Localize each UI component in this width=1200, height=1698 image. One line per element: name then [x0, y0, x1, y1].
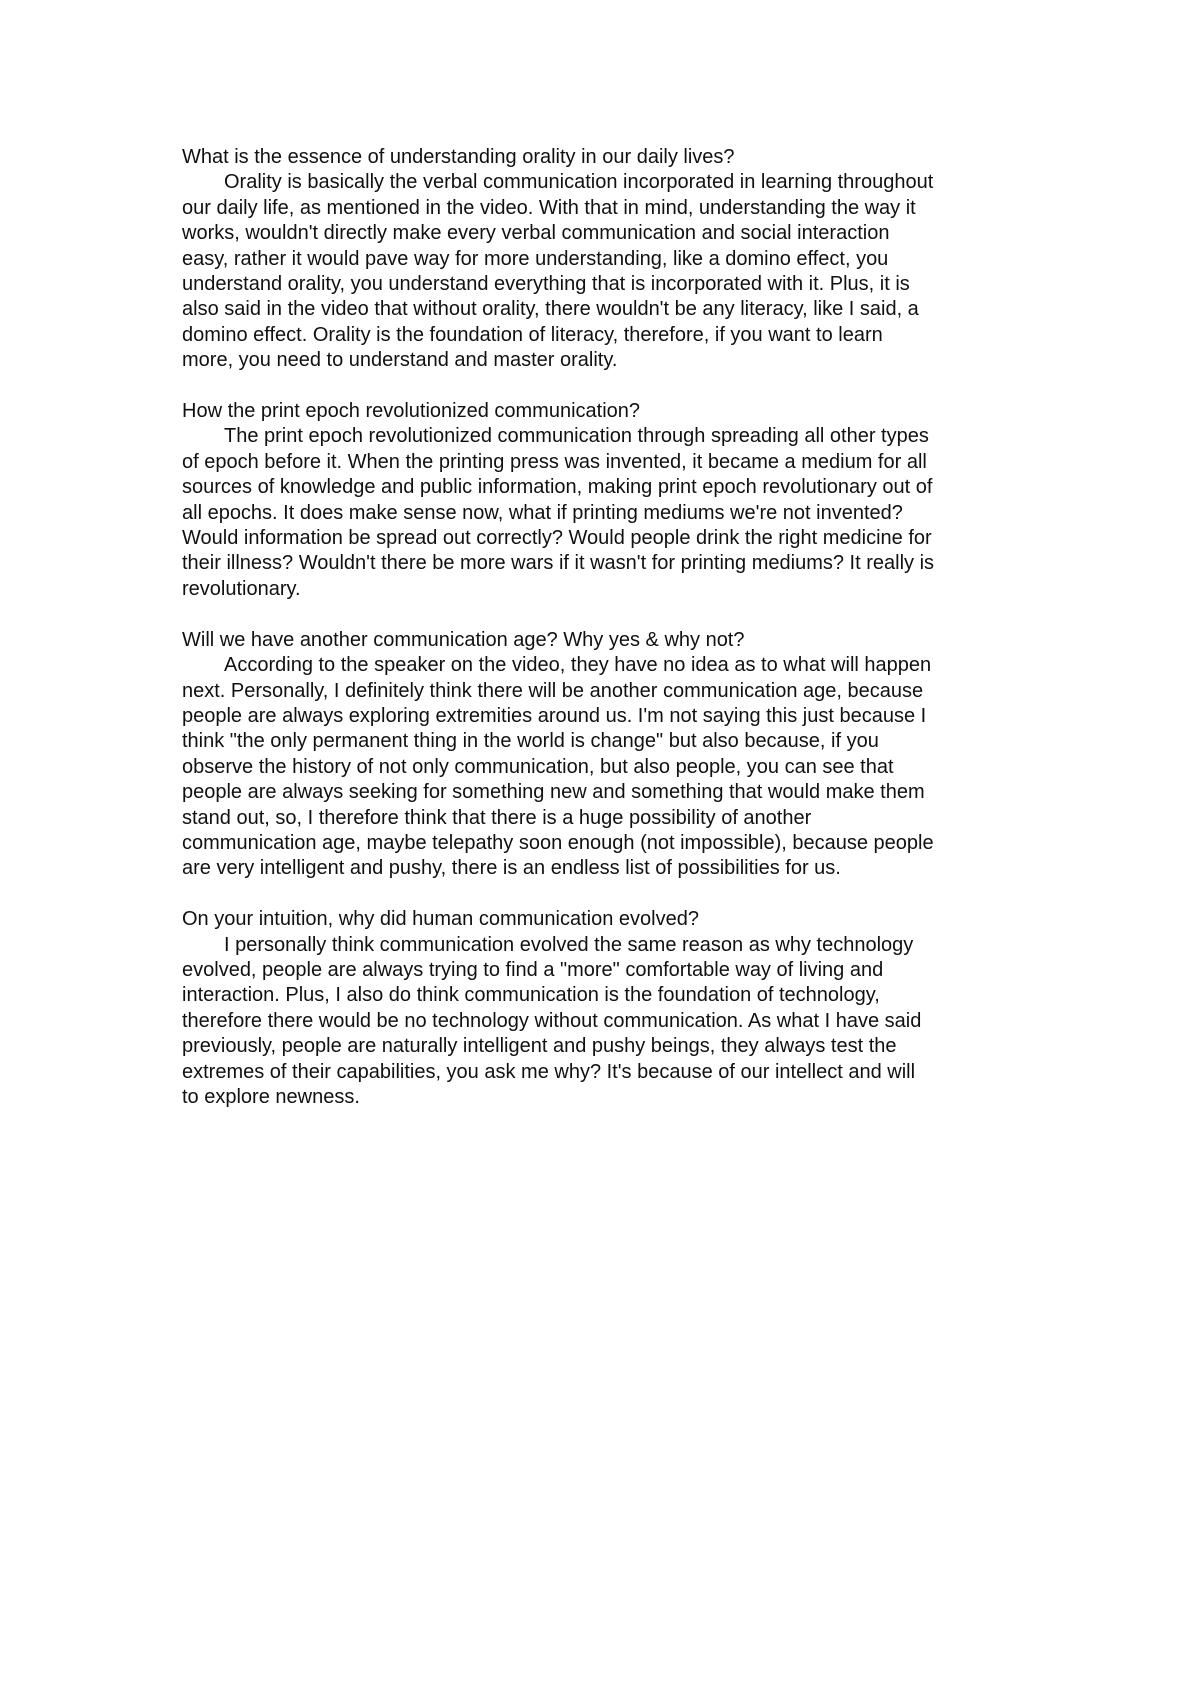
section-communication-age — [182, 628, 1032, 882]
document-body — [182, 145, 1032, 1136]
section-evolution — [182, 907, 1032, 1110]
question-heading: How the print epoch revolutionized communication? — [182, 400, 641, 423]
question-heading: On your intuition, why did human communication evolved? — [182, 908, 699, 931]
answer-paragraph: I personally think communication evolved the same reason as why technology evolved, people are always trying to find a "more" comfortable way of living and interaction. Plus, I also do think communication is the foundation of technology, therefore there would be no technology without communication. As what I have said previously, people are naturally intelligent and pushy beings, they always test the extremes of their capabilities, you ask me why? It's because of our intellect and will to explore newness. — [182, 933, 922, 1108]
question-heading: Will we have another communication age? Why yes & why not? — [182, 628, 745, 651]
answer-paragraph: Orality is basically the verbal communication incorporated in learning throughout our daily life, as mentioned in the video. With that in mind, understanding the way it works, wouldn't directly make every verbal communication and social interaction easy, rather it would pave way for more understanding, like a domino effect, you understand orality, you understand everything that is incorporated with it. Plus, it is also said in the video that without orality, there wouldn't be any literacy, like I said, a domino effect. Orality is the foundation of literacy, therefore, if you want to learn more, you need to understand and master orality. — [182, 171, 934, 372]
section-print-epoch — [182, 399, 1032, 602]
section-orality — [182, 145, 1032, 374]
answer-paragraph: According to the speaker on the video, they have no idea as to what will happen next. Personally, I definitely think there will be another communication age, because people are always exploring extremities around us. I'm not saying this just because I think "the only permanent thing in the world is change" but also because, if you observe the history of not only communication, but also people, you can see that people are always seeking for something new and something that would make them stand out, so, I therefore think that there is a huge possibility of another communication age, maybe telepathy soon enough (not impossible), because people are very intelligent and pushy, there is an endless list of possibilities for us. — [182, 654, 934, 880]
answer-paragraph: The print epoch revolutionized communication through spreading all other types of epoch before it. When the printing press was invented, it became a medium for all sources of knowledge and public information, making print epoch revolutionary out of all epochs. It does make sense now, what if printing mediums we're not invented? Would information be spread out correctly? Would people drink the right medicine for their illness? Wouldn't there be more wars if it wasn't for printing mediums? It really is revolutionary. — [182, 425, 935, 600]
question-heading: What is the essence of understanding orality in our daily lives? — [182, 146, 735, 168]
